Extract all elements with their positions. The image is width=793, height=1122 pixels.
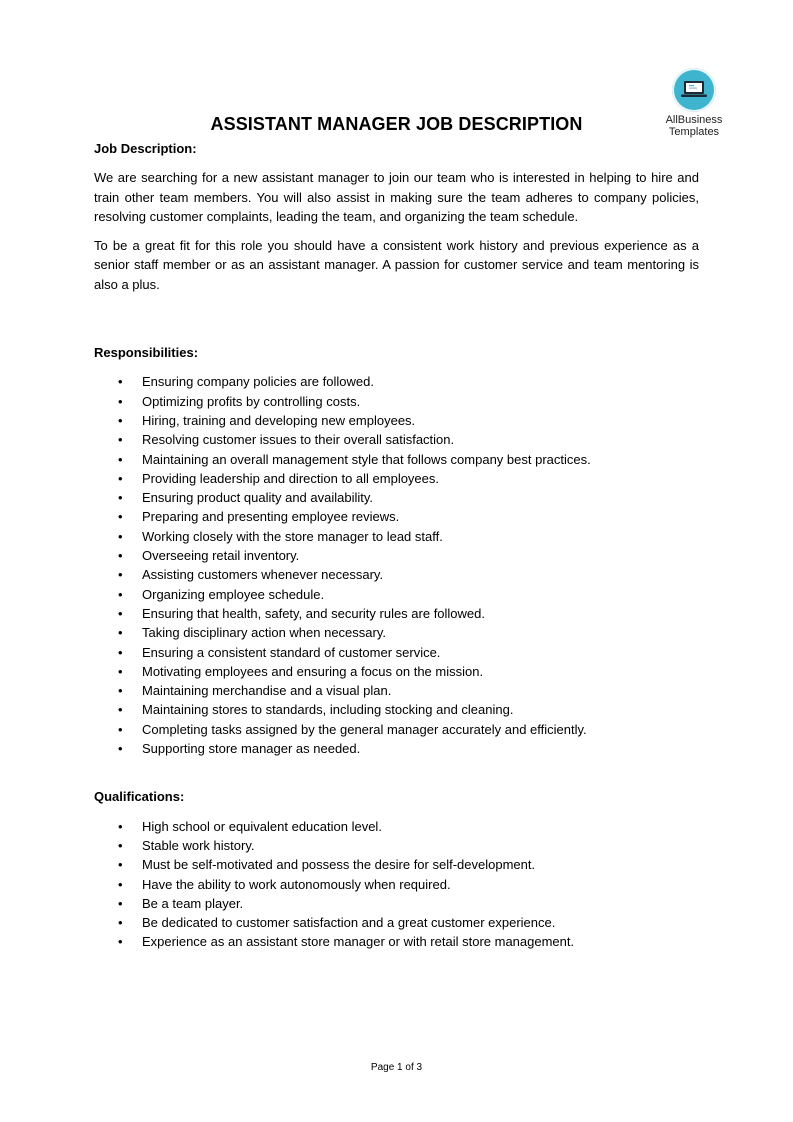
list-item-text: Maintaining merchandise and a visual plan. <box>142 683 392 699</box>
list-item-text: Ensuring company policies are followed. <box>142 374 374 390</box>
bullet-icon: • <box>118 625 123 641</box>
list-item-text: Providing leadership and direction to all employees. <box>142 470 440 486</box>
bullet-icon: • <box>118 490 123 506</box>
list-item <box>94 817 699 836</box>
list-item <box>94 450 699 469</box>
list-item <box>94 392 699 411</box>
job-description-paragraph-1: We are searching for a new assistant manager to join our team who is interested in helping to hire and train other team members. You will also assist in making sure the team adheres to company policies, resolving customer complaints, leading the team, and organizing the team schedule. <box>94 170 699 224</box>
qualifications-heading: Qualifications: <box>94 789 185 805</box>
list-item-text: Have the ability to work autonomously when required. <box>142 876 451 892</box>
bullet-icon: • <box>118 412 123 428</box>
bullet-icon: • <box>118 432 123 448</box>
bullet-icon: • <box>118 721 123 737</box>
list-item <box>94 372 699 391</box>
list-item-text: Optimizing profits by controlling costs. <box>142 393 361 409</box>
document-title: ASSISTANT MANAGER JOB DESCRIPTION <box>210 114 583 134</box>
list-item <box>94 720 699 739</box>
bullet-icon: • <box>118 818 123 834</box>
bullet-icon: • <box>118 528 123 544</box>
logo-line-2: Templates <box>668 126 720 138</box>
bullet-icon: • <box>118 683 123 699</box>
bullet-icon: • <box>118 702 123 718</box>
bullet-icon: • <box>118 451 123 467</box>
bullet-icon: • <box>118 857 123 873</box>
bullet-icon: • <box>118 663 123 679</box>
bullet-icon: • <box>118 837 123 853</box>
list-item <box>94 585 699 604</box>
bullet-icon: • <box>118 470 123 486</box>
responsibilities-heading: Responsibilities: <box>94 345 199 361</box>
list-item <box>94 932 699 951</box>
list-item <box>94 875 699 894</box>
list-item-text: Working closely with the store manager to lead staff. <box>142 528 443 544</box>
list-item <box>94 469 699 488</box>
bullet-icon: • <box>118 393 123 409</box>
list-item <box>94 507 699 526</box>
bullet-icon: • <box>118 567 123 583</box>
list-item-text: Maintaining stores to standards, including stocking and cleaning. <box>142 702 514 718</box>
list-item-text: Ensuring product quality and availability. <box>142 490 374 506</box>
list-item <box>94 913 699 932</box>
logo-line-1: AllBusiness <box>665 114 723 126</box>
list-item-text: High school or equivalent education level. <box>142 818 382 834</box>
list-item <box>94 604 699 623</box>
list-item <box>94 623 699 642</box>
bullet-icon: • <box>118 915 123 931</box>
list-item <box>94 662 699 681</box>
list-item <box>94 546 699 565</box>
page-footer: Page 1 of 3 <box>370 1062 423 1073</box>
list-item <box>94 565 699 584</box>
list-item-text: Taking disciplinary action when necessary. <box>142 625 386 641</box>
list-item-text: Ensuring that health, safety, and security rules are followed. <box>142 605 486 621</box>
list-item-text: Be dedicated to customer satisfaction and a great customer experience. <box>142 915 556 931</box>
bullet-icon: • <box>118 644 123 660</box>
list-item <box>94 681 699 700</box>
bullet-icon: • <box>118 605 123 621</box>
list-item-text: Assisting customers whenever necessary. <box>142 567 384 583</box>
list-item-text: Be a team player. <box>142 895 244 911</box>
list-item <box>94 894 699 913</box>
list-item-text: Overseeing retail inventory. <box>142 548 300 564</box>
list-item <box>94 643 699 662</box>
bullet-icon: • <box>118 934 123 950</box>
bullet-icon: • <box>118 895 123 911</box>
list-item-text: Motivating employees and ensuring a focus on the mission. <box>142 663 484 679</box>
list-item <box>94 430 699 449</box>
list-item <box>94 488 699 507</box>
bullet-icon: • <box>118 741 123 757</box>
list-item <box>94 411 699 430</box>
responsibilities-list <box>94 372 699 758</box>
list-item-text: Stable work history. <box>142 837 255 853</box>
job-description-heading: Job Description: <box>94 141 197 156</box>
laptop-icon <box>672 68 716 112</box>
bullet-icon: • <box>118 509 123 525</box>
list-item <box>94 700 699 719</box>
bullet-icon: • <box>118 876 123 892</box>
list-item-text: Completing tasks assigned by the general manager accurately and efficiently. <box>142 721 587 737</box>
list-item-text: Resolving customer issues to their overall satisfaction. <box>142 432 455 448</box>
list-item-text: Supporting store manager as needed. <box>142 741 361 757</box>
list-item-text: Maintaining an overall management style that follows company best practices. <box>142 451 591 467</box>
document-body <box>94 139 699 952</box>
list-item <box>94 527 699 546</box>
list-item-text: Preparing and presenting employee reviews. <box>142 509 400 525</box>
qualifications-list <box>94 817 699 952</box>
list-item-text: Ensuring a consistent standard of customer service. <box>142 644 441 660</box>
list-item-text: Must be self-motivated and possess the desire for self-development. <box>142 857 536 873</box>
list-item-text: Experience as an assistant store manager or with retail store management. <box>142 934 575 950</box>
list-item-text: Hiring, training and developing new employees. <box>142 412 416 428</box>
bullet-icon: • <box>118 586 123 602</box>
list-item-text: Organizing employee schedule. <box>142 586 325 602</box>
job-description-paragraph-2: To be a great fit for this role you should have a consistent work history and previous experience as a senior staff member or as an assistant manager. A passion for customer service and team mentoring is also a plus. <box>94 238 699 292</box>
list-item <box>94 739 699 758</box>
list-item <box>94 855 699 874</box>
list-item <box>94 836 699 855</box>
bullet-icon: • <box>118 374 123 390</box>
bullet-icon: • <box>118 548 123 564</box>
